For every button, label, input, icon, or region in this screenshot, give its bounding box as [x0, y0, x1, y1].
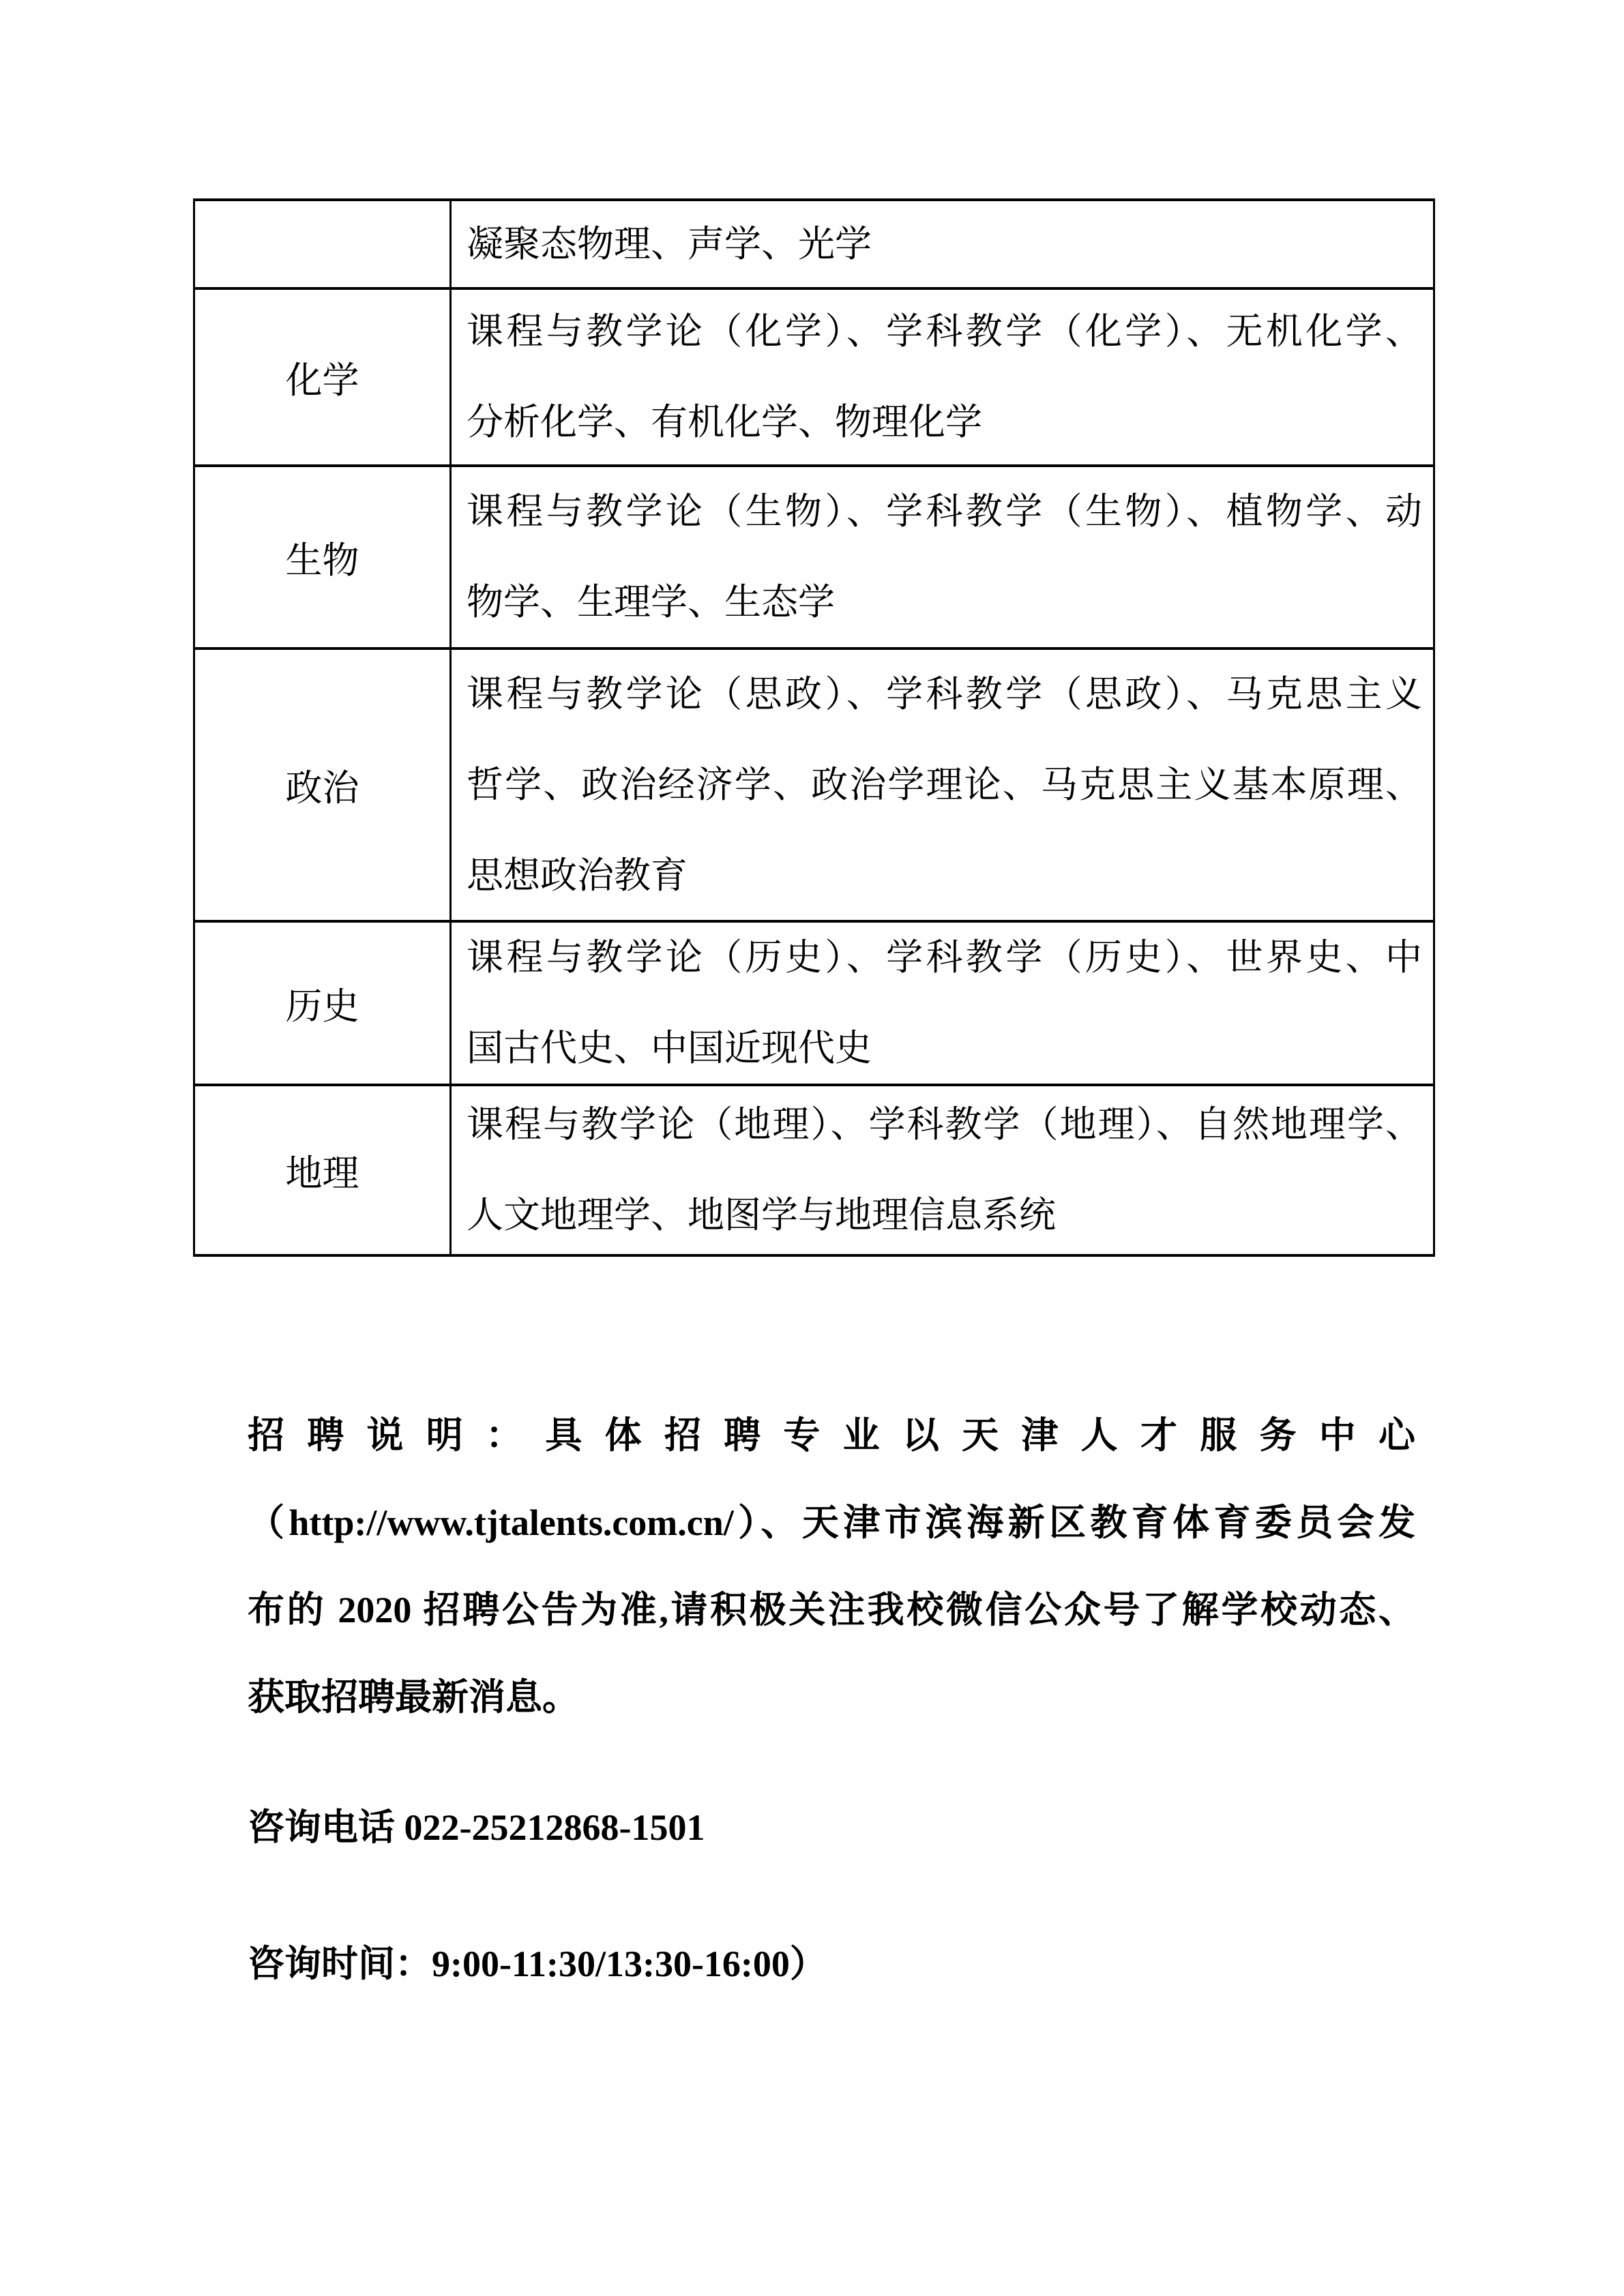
row-majors-chemistry — [449, 290, 1433, 464]
majors-line: 人文地理学、地图学与地理信息系统 — [467, 1195, 1056, 1236]
row-label-history: 历史 — [285, 985, 359, 1027]
table-row-biology — [195, 464, 1433, 647]
table-row-history — [195, 920, 1433, 1084]
row-label-geography: 地理 — [285, 1152, 359, 1194]
table-row-geography — [195, 1084, 1433, 1254]
row-label-politics: 政治 — [285, 767, 359, 809]
note-line-1: 招聘说明：具体招聘专业以天津人才服务中心 — [248, 1415, 1415, 1456]
recruitment-note — [248, 1392, 1415, 1741]
majors-line: 凝聚态物理、声学、光学 — [467, 223, 872, 265]
row-majors-politics — [449, 650, 1433, 920]
row-majors-biology — [449, 467, 1433, 647]
note-line-4: 获取招聘最新消息。 — [248, 1677, 579, 1718]
table-row-physics-continued — [195, 201, 1433, 287]
note-line-2: （http://www.tjtalents.com.cn/）、天津市滨海新区教育体育委员会发 — [248, 1502, 1415, 1543]
majors-line: 物学、生理学、生态学 — [467, 582, 835, 623]
note-line-3: 布的 2020 招聘公告为准,请积极关注我校微信公众号了解学校动态、 — [248, 1590, 1415, 1630]
contact-hours: 咨询时间：9:00-11:30/13:30-16:00） — [248, 1943, 827, 1984]
majors-line: 课程与教学论（化学）、学科教学（化学）、无机化学、 — [467, 311, 1422, 352]
majors-line: 分析化学、有机化学、物理化学 — [467, 402, 982, 443]
row-label-biology: 生物 — [285, 539, 359, 581]
majors-line: 国古代史、中国近现代史 — [467, 1028, 872, 1069]
majors-line: 思想政治教育 — [467, 854, 688, 896]
row-majors-physics-continued — [449, 201, 1433, 287]
majors-line: 哲学、政治经济学、政治学理论、马克思主义基本原理、 — [467, 764, 1422, 805]
table-row-politics — [195, 647, 1433, 920]
row-label-empty — [195, 201, 449, 287]
contact-phone: 咨询电话 022-25212868-1501 — [248, 1807, 705, 1848]
row-label-chemistry: 化学 — [285, 359, 359, 401]
majors-line: 课程与教学论（生物）、学科教学（生物）、植物学、动 — [467, 491, 1422, 532]
majors-table — [193, 198, 1435, 1257]
row-majors-geography — [449, 1086, 1433, 1254]
majors-line: 课程与教学论（地理）、学科教学（地理）、自然地理学、 — [467, 1104, 1422, 1145]
majors-line: 课程与教学论（思政）、学科教学（思政）、马克思主义 — [467, 673, 1422, 715]
majors-line: 课程与教学论（历史）、学科教学（历史）、世界史、中 — [467, 937, 1422, 978]
table-row-chemistry — [195, 287, 1433, 464]
row-majors-history — [449, 923, 1433, 1084]
